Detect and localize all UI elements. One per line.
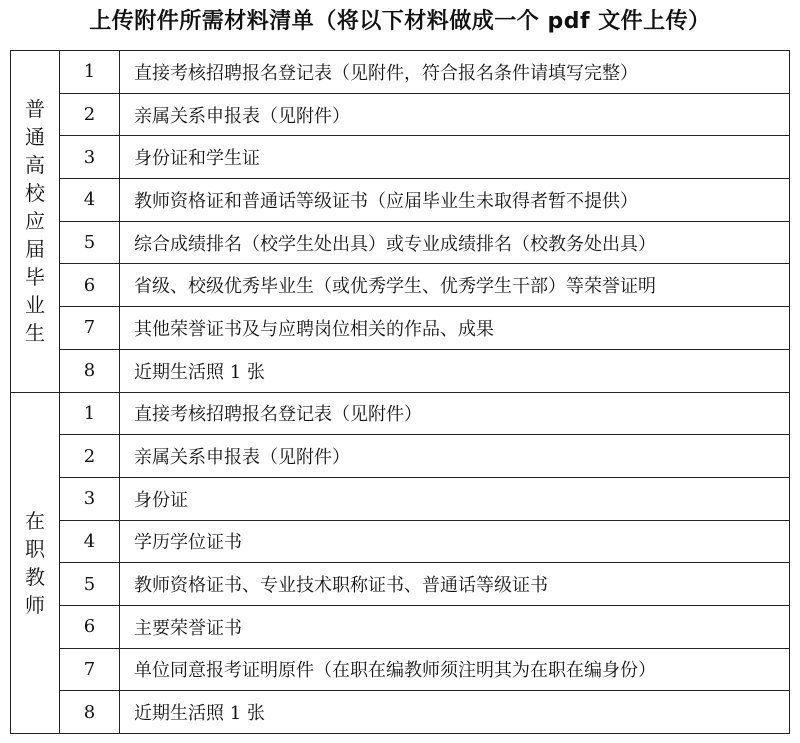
- item-number: 6: [60, 605, 120, 648]
- item-number: 5: [60, 221, 120, 264]
- item-text: 近期生活照 1 张: [120, 691, 790, 734]
- item-text: 近期生活照 1 张: [120, 349, 790, 392]
- table-row: [11, 648, 790, 691]
- item-text: 亲属关系申报表（见附件）: [120, 435, 790, 478]
- item-text: 教师资格证和普通话等级证书（应届毕业生未取得者暂不提供）: [120, 179, 790, 222]
- item-number: 8: [60, 691, 120, 734]
- item-text: 教师资格证书、专业技术职称证书、普通话等级证书: [120, 563, 790, 606]
- item-text: 直接考核招聘报名登记表（见附件）: [120, 392, 790, 435]
- item-text: 综合成绩排名（校学生处出具）或专业成绩排名（校教务处出具）: [120, 221, 790, 264]
- table-row: [11, 691, 790, 734]
- materials-table: [10, 50, 790, 734]
- page-title: 上传附件所需材料清单（将以下材料做成一个 pdf 文件上传）: [89, 9, 711, 34]
- table-row: [11, 136, 790, 179]
- item-number: 1: [60, 392, 120, 435]
- item-text: 其他荣誉证书及与应聘岗位相关的作品、成果: [120, 307, 790, 350]
- table-row: [11, 392, 790, 435]
- category-label: 普通高校应届毕业生: [25, 97, 45, 346]
- table-row: [11, 307, 790, 350]
- table-row: [11, 349, 790, 392]
- table-row: [11, 221, 790, 264]
- item-number: 2: [60, 93, 120, 136]
- table-row: [11, 563, 790, 606]
- category-cell: [11, 392, 60, 734]
- item-text: 身份证: [120, 477, 790, 520]
- table-row: [11, 520, 790, 563]
- item-number: 5: [60, 563, 120, 606]
- item-number: 7: [60, 307, 120, 350]
- table-row: [11, 477, 790, 520]
- item-text: 单位同意报考证明原件（在职在编教师须注明其为在职在编身份）: [120, 648, 790, 691]
- category-cell: [11, 51, 60, 393]
- table-row: [11, 264, 790, 307]
- item-number: 3: [60, 477, 120, 520]
- item-number: 6: [60, 264, 120, 307]
- category-label: 在职教师: [25, 508, 45, 617]
- table-row: [11, 605, 790, 648]
- item-number: 2: [60, 435, 120, 478]
- table-row: [11, 93, 790, 136]
- table-row: [11, 179, 790, 222]
- item-text: 省级、校级优秀毕业生（或优秀学生、优秀学生干部）等荣誉证明: [120, 264, 790, 307]
- table-row: [11, 435, 790, 478]
- item-text: 身份证和学生证: [120, 136, 790, 179]
- table-row: [11, 51, 790, 94]
- item-number: 3: [60, 136, 120, 179]
- item-number: 7: [60, 648, 120, 691]
- item-number: 4: [60, 520, 120, 563]
- item-text: 亲属关系申报表（见附件）: [120, 93, 790, 136]
- item-number: 8: [60, 349, 120, 392]
- item-number: 1: [60, 51, 120, 94]
- item-text: 直接考核招聘报名登记表（见附件，符合报名条件请填写完整）: [120, 51, 790, 94]
- item-number: 4: [60, 179, 120, 222]
- item-text: 主要荣誉证书: [120, 605, 790, 648]
- item-text: 学历学位证书: [120, 520, 790, 563]
